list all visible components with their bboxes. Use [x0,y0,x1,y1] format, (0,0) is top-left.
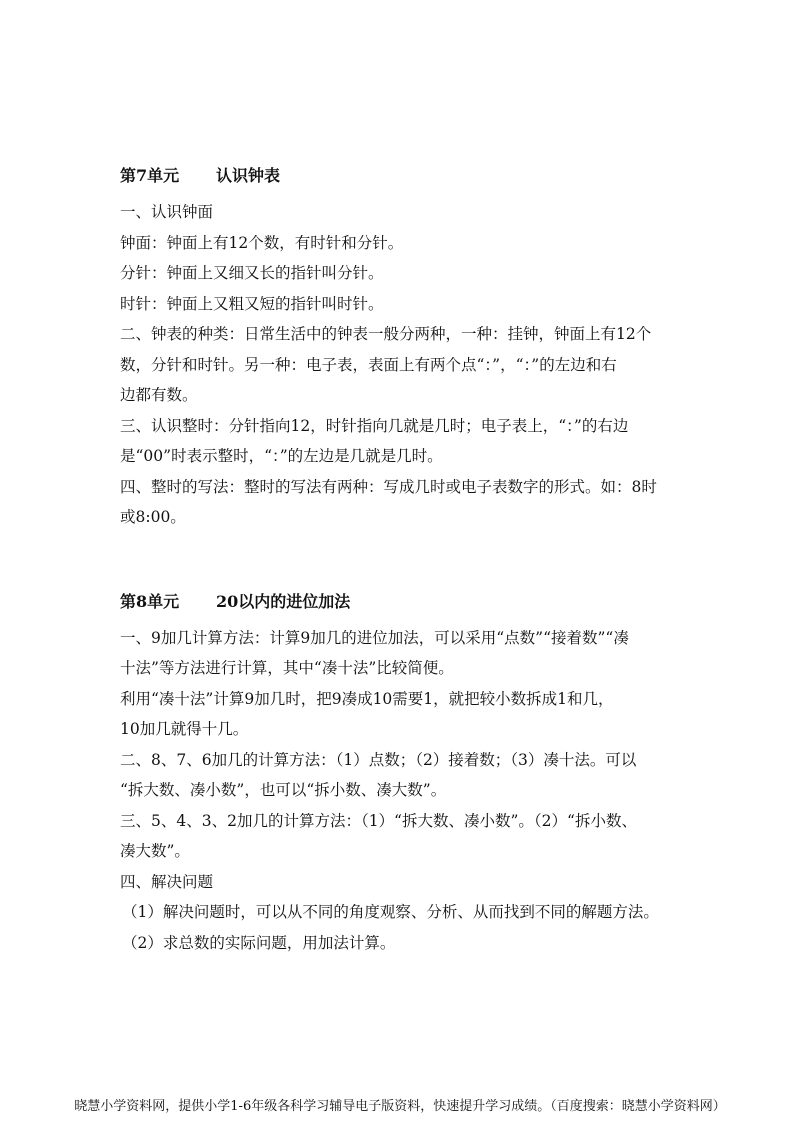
paragraph-line: 三、认识整时：分针指向12，时针指向几就是几时；电子表上，“：”的右边 [120,416,629,435]
paragraph-line: 二、8、7、6加几的计算方法：（1）点数；（2）接着数；（3）凑十法。可以 [120,750,637,769]
paragraph-line: （2）求总数的实际问题，用加法计算。 [122,933,396,952]
paragraph-line: “拆大数、凑小数”，也可以“拆小数、凑大数”。 [120,781,447,799]
paragraph-line: 或8:00。 [120,508,186,526]
unit-7-number: 第7单元 [120,166,180,185]
paragraph-line: 时针：钟面上又粗又短的指针叫时针。 [120,294,384,313]
unit-8-section [120,589,700,959]
paragraph-line: 钟面：钟面上有12个数，有时针和分针。 [120,233,404,252]
document-body [120,163,700,1014]
paragraph-line: 10加几就得十几。 [120,720,249,738]
paragraph-line: （1）解决问题时，可以从不同的角度观察、分析、从而找到不同的解题方法。 [122,903,659,921]
paragraph-line: 三、5、4、3、2加几的计算方法：（1）“拆大数、凑小数”。（2）“拆小数、 [120,811,637,830]
paragraph-line: 分针：钟面上又细又长的指针叫分针。 [120,264,384,282]
paragraph-line: 边都有数。 [120,386,198,404]
paragraph-line: 四、解决问题 [120,872,214,891]
unit-7-section [120,163,700,533]
paragraph-line: 一、认识钟面 [120,203,214,221]
unit-8-number: 第8单元 [120,591,180,611]
unit-7-title: 认识钟表 [216,166,281,185]
paragraph-line: 一、9加几计算方法：计算9加几的进位加法，可以采用“点数”“接着数”“凑 [120,628,629,647]
unit-8-heading [120,589,700,615]
page-footer: 晓慧小学资料网，提供小学1-6年级各科学习辅导电子版资料，快速提升学习成绩。（百度搜索：晓慧小学资料网） [74,1099,726,1114]
paragraph-line: 二、钟表的种类：日常生活中的钟表一般分两种，一种：挂钟，钟面上有12个 [120,325,652,343]
paragraph-line: 十法”等方法进行计算，其中“凑十法”比较简便。 [120,659,454,677]
paragraph-line: 是“00”时表示整时，“：”的左边是几就是几时。 [120,447,443,465]
unit-8-title: 20以内的进位加法 [216,591,351,611]
unit-7-heading [120,163,700,189]
paragraph-line: 数，分针和时针。另一种：电子表，表面上有两个点“：”，“：”的左边和右 [120,355,617,374]
paragraph-line: 利用“凑十法”计算9加几时，把9凑成10需要1，就把较小数拆成1和几， [120,689,614,708]
paragraph-line: 凑大数”。 [120,842,190,860]
paragraph-line: 四、整时的写法：整时的写法有两种：写成几时或电子表数字的形式。如：8时 [120,477,657,496]
